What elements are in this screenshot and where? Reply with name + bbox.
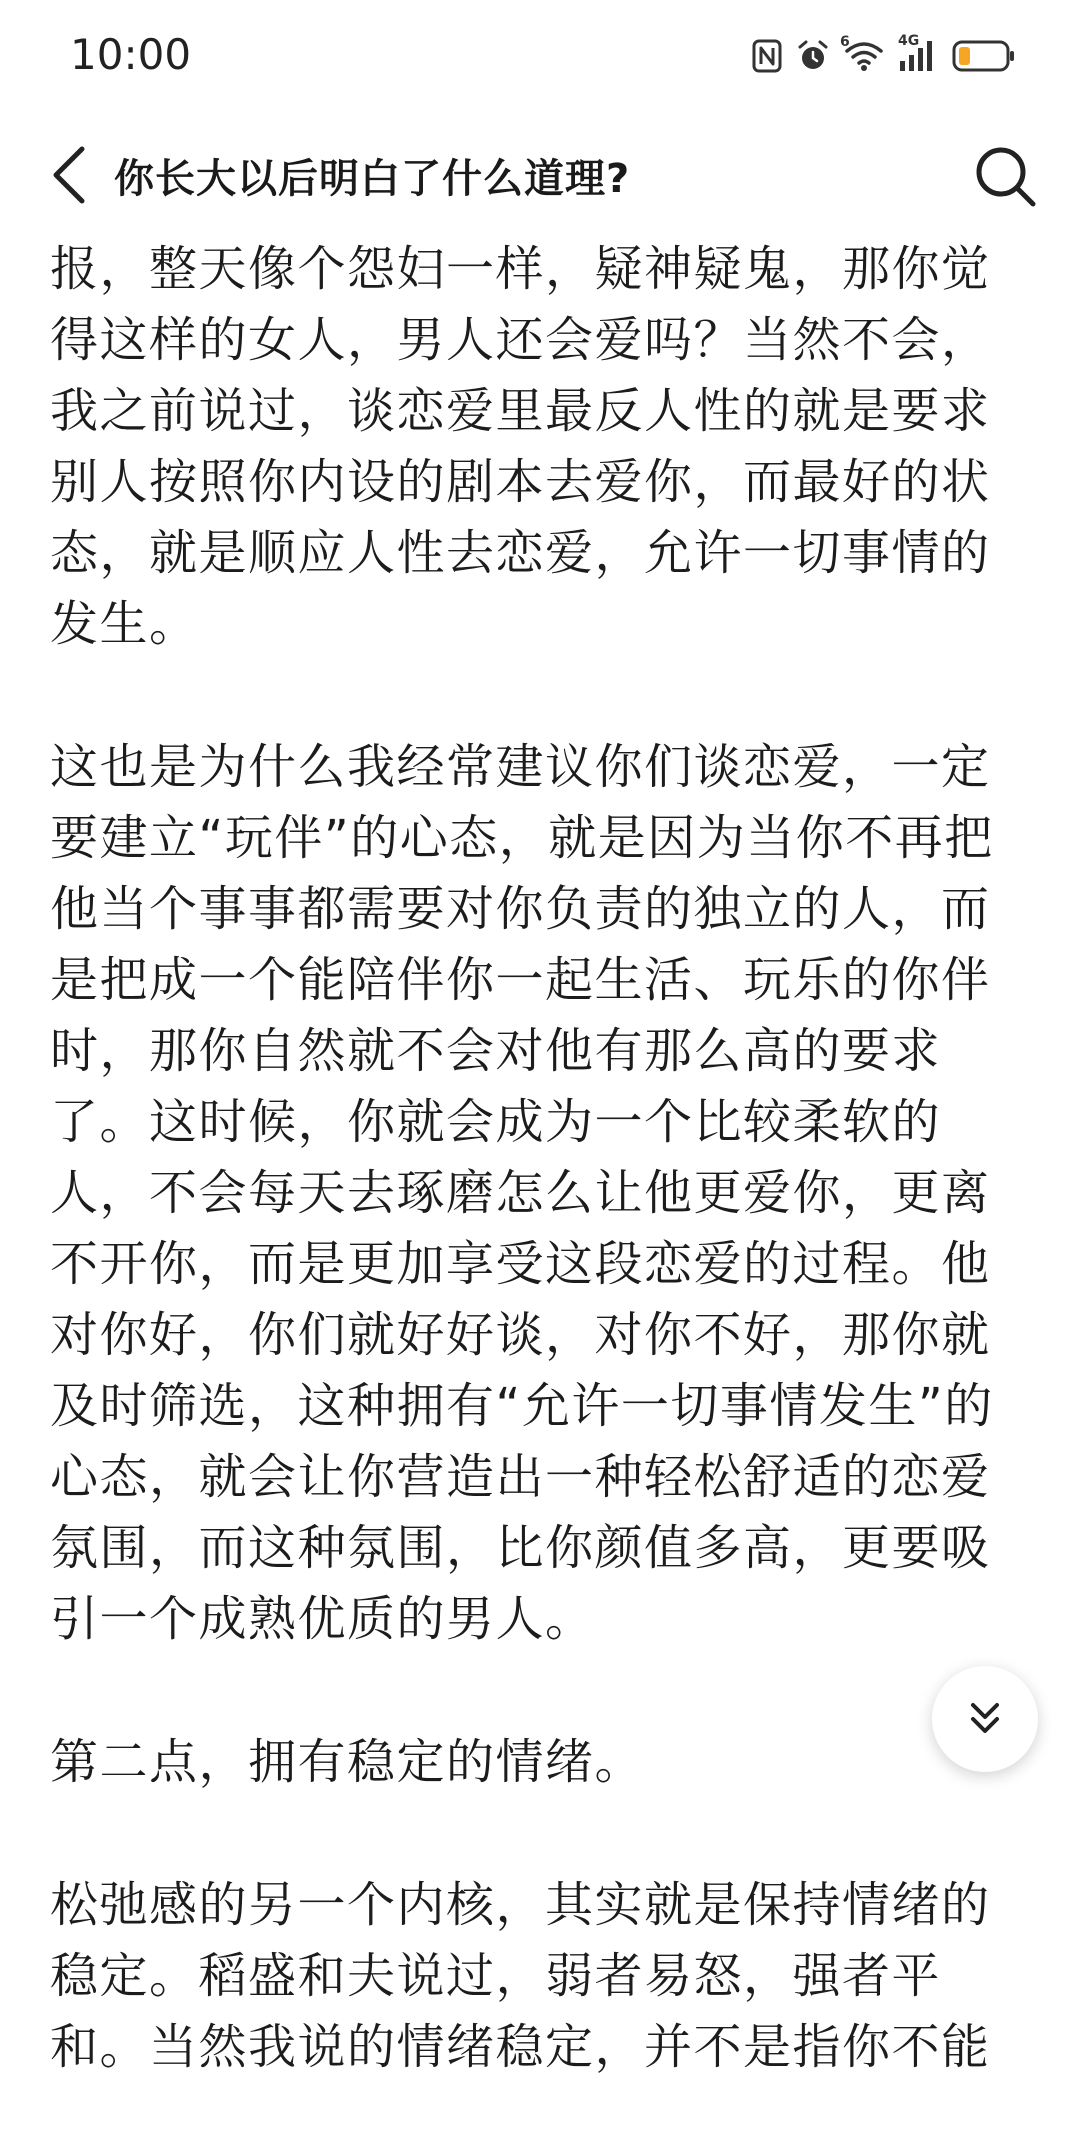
battery-icon <box>952 39 1016 73</box>
text-line: 人，不会每天去琢磨怎么让他更爱你，更离 <box>50 1165 991 1221</box>
text-line: 态，就是顺应人性去恋爱，允许一切事情的 <box>50 525 991 581</box>
text-line: 松弛感的另一个内核，其实就是保持情绪的 <box>50 1877 991 1933</box>
status-icons <box>752 33 1016 76</box>
text-line: 要建立“玩伴”的心态，就是因为当你不再把 <box>50 810 994 866</box>
nfc-icon <box>752 39 782 73</box>
text-line: 不开你，而是更加享受这段恋爱的过程。他 <box>50 1236 991 1292</box>
text-line: 和。当然我说的情绪稳定，并不是指你不能 <box>50 2019 991 2075</box>
text-line: 报，整天像个怨妇一样，疑神疑鬼，那你觉 <box>50 241 991 297</box>
article-body <box>50 234 1035 2155</box>
status-time: 10:00 <box>70 30 192 79</box>
text-line: 及时筛选，这种拥有“允许一切事情发生”的 <box>50 1378 994 1434</box>
search-icon <box>973 144 1037 208</box>
alarm-icon <box>796 39 830 73</box>
article-paragraph <box>50 234 1035 660</box>
article-paragraph <box>50 732 1035 1655</box>
text-line: 时，那你自然就不会对他有那么高的要求 <box>50 1023 942 1079</box>
article-paragraph <box>50 1727 1035 1798</box>
status-bar <box>0 0 1080 112</box>
page-title: 你长大以后明白了什么道理? <box>114 156 631 202</box>
header-bar <box>0 125 1080 225</box>
text-line: 引一个成熟优质的男人。 <box>50 1591 595 1647</box>
text-line: 我之前说过，谈恋爱里最反人性的就是要求 <box>50 383 991 439</box>
text-line: 发生。 <box>50 596 199 652</box>
text-line: 心态，就会让你营造出一种轻松舒适的恋爱 <box>50 1449 991 1505</box>
signal-icon <box>898 33 938 73</box>
text-line: 第二点，拥有稳定的情绪。 <box>50 1734 645 1790</box>
wifi-icon <box>840 34 884 72</box>
article-paragraph <box>50 1870 1035 2083</box>
scroll-down-button[interactable] <box>932 1666 1038 1772</box>
text-line: 是把成一个能陪伴你一起生活、玩乐的你伴 <box>50 952 991 1008</box>
text-line: 他当个事事都需要对你负责的独立的人，而 <box>50 881 991 937</box>
wifi-label: 6 <box>840 34 850 50</box>
text-line: 稳定。稻盛和夫说过，弱者易怒，强者平 <box>50 1948 942 2004</box>
text-line: 了。这时候，你就会成为一个比较柔软的 <box>50 1094 942 1150</box>
text-line: 对你好，你们就好好谈，对你不好，那你就 <box>50 1307 991 1363</box>
double-chevron-down-icon <box>965 1699 1005 1739</box>
text-line: 这也是为什么我经常建议你们谈恋爱，一定 <box>50 739 991 795</box>
text-line: 得这样的女人，男人还会爱吗？当然不会， <box>50 312 991 368</box>
network-label: 4G <box>898 33 920 49</box>
back-button[interactable] <box>40 145 100 205</box>
search-button[interactable] <box>972 143 1038 209</box>
text-line: 别人按照你内设的剧本去爱你，而最好的状 <box>50 454 991 510</box>
chevron-left-icon <box>48 145 92 205</box>
text-line: 氛围，而这种氛围，比你颜值多高，更要吸 <box>50 1520 991 1576</box>
